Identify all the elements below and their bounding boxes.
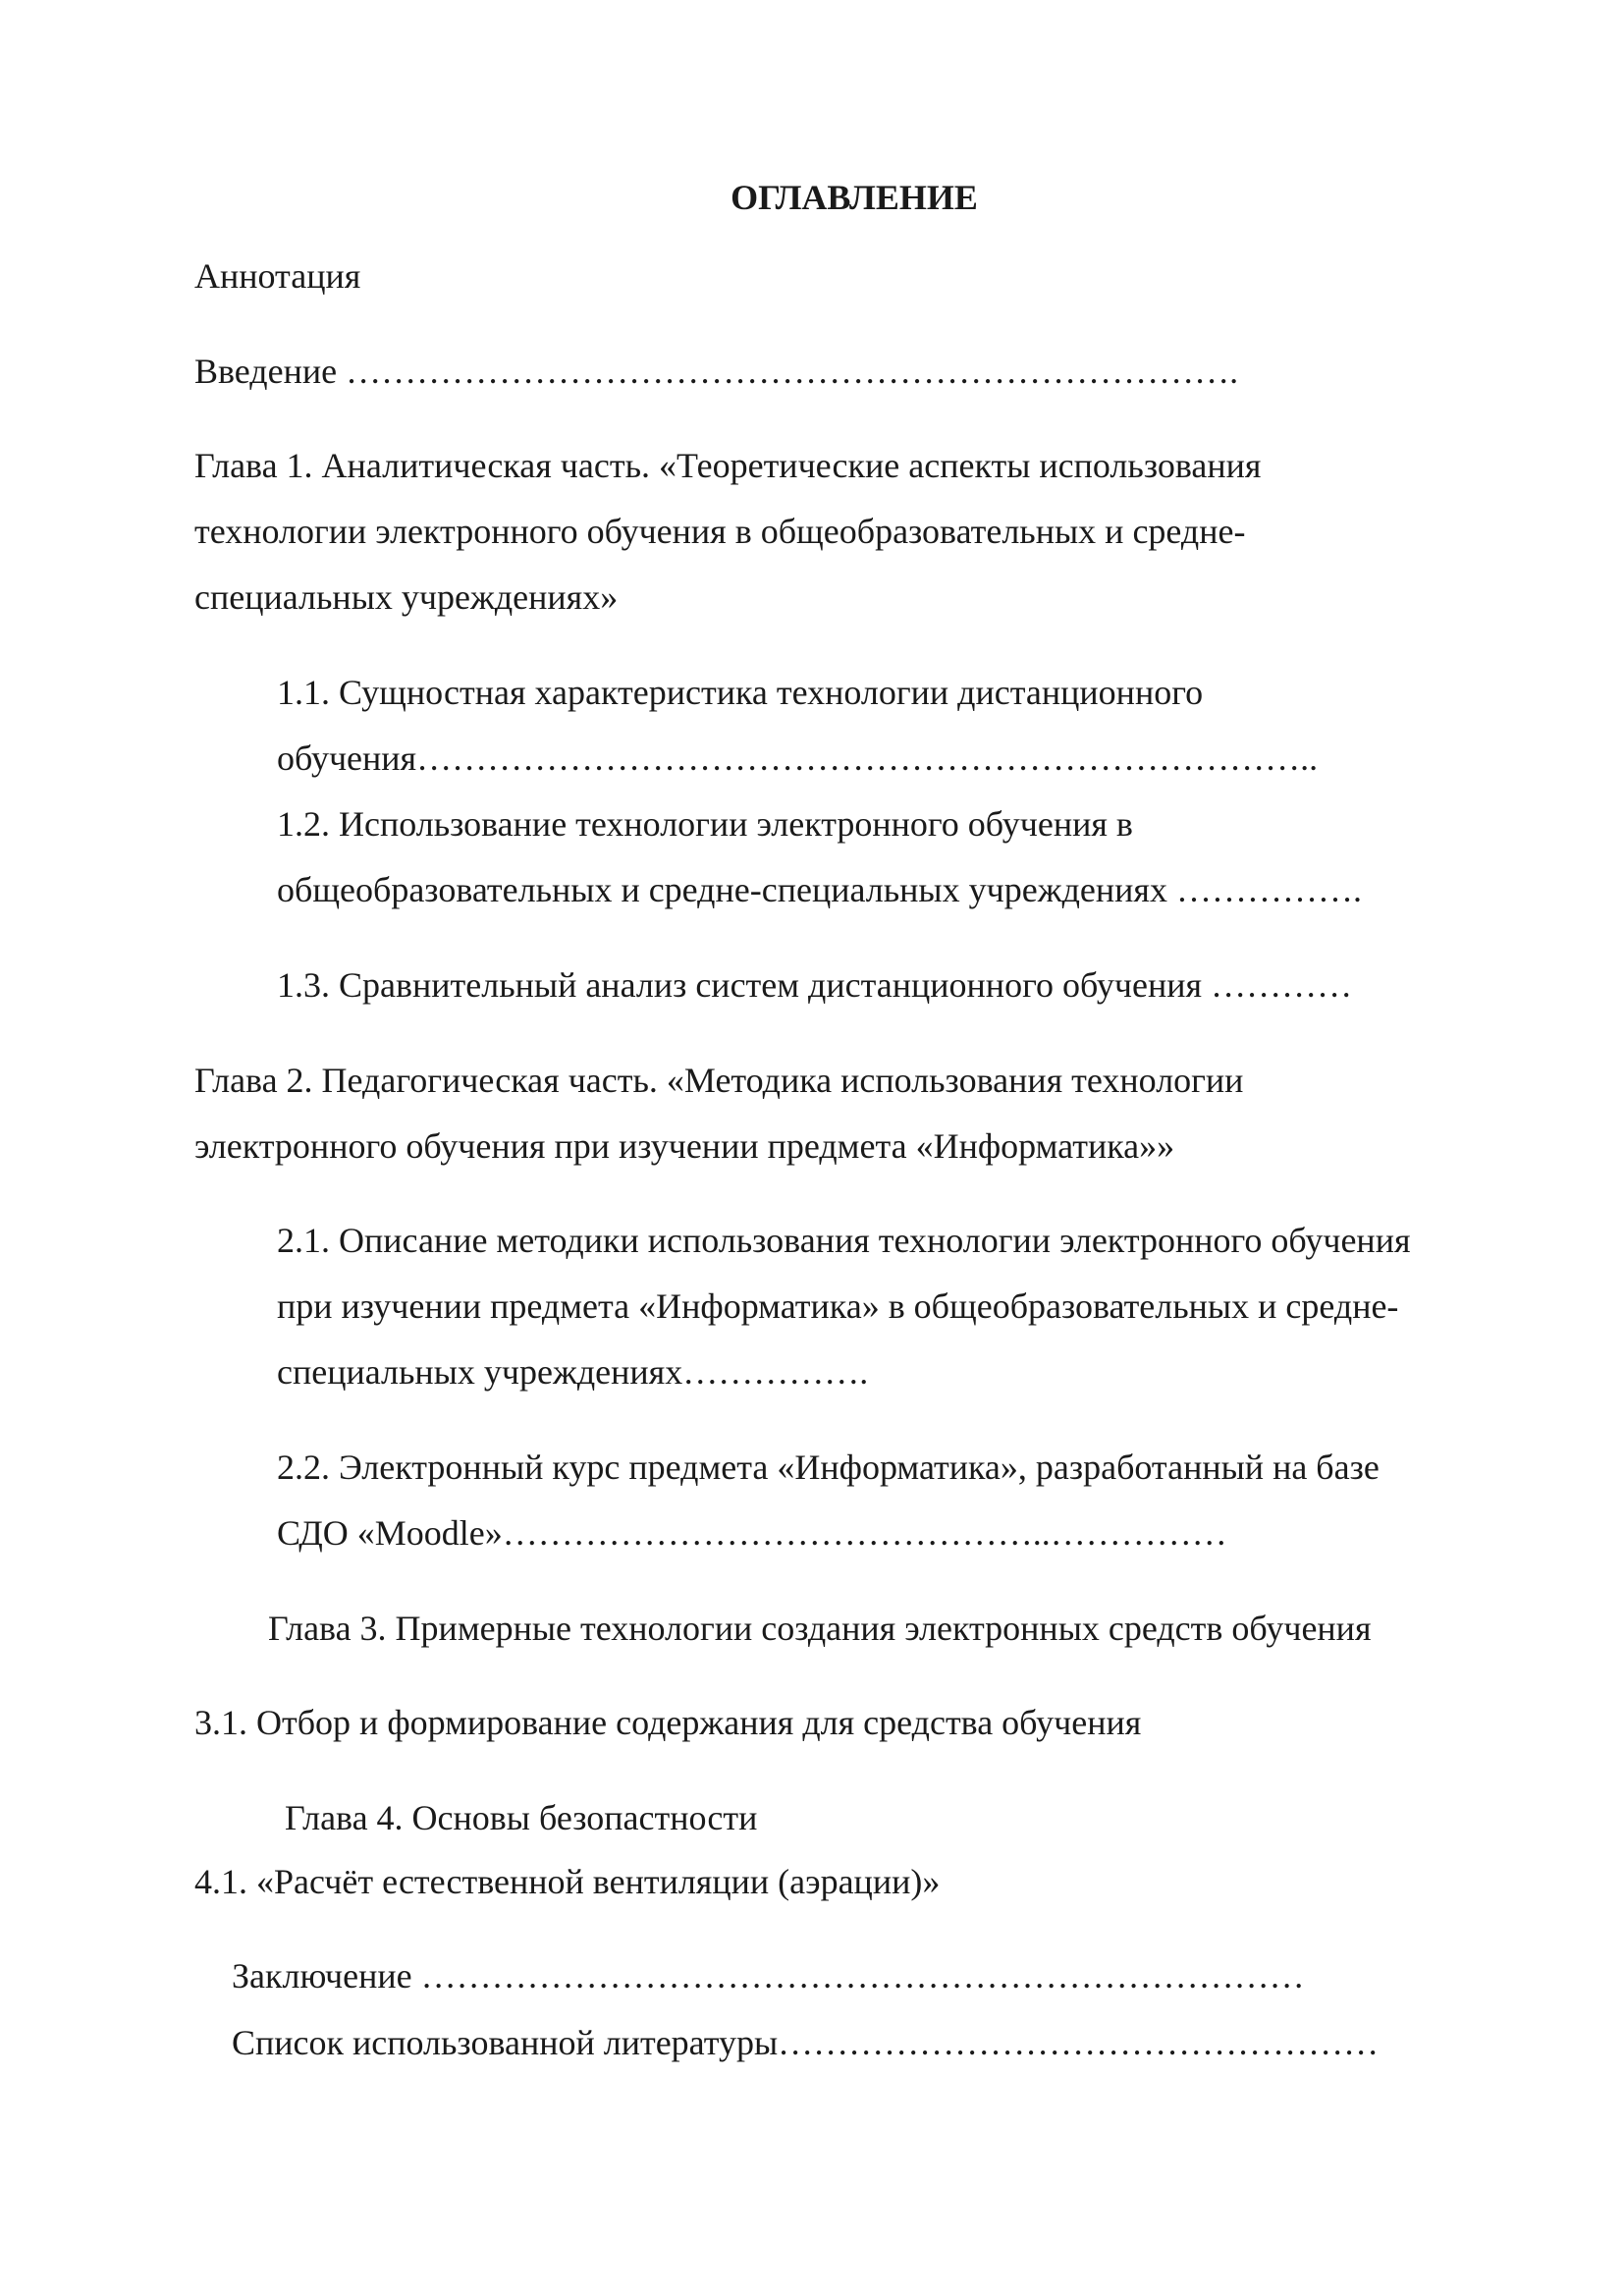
toc-section-2-2-line-2: СДО «Moodle»………………………………………..…………… <box>277 1513 1227 1553</box>
toc-section-1-3: 1.3. Сравнительный анализ систем дистанционного обучения ………… <box>277 965 1353 1005</box>
toc-section-1-1-line-2: обучения………………………………………………………………….. <box>277 738 1319 778</box>
toc-section-1-1-line-1: 1.1. Сущностная характеристика технологии дистанционного <box>277 673 1204 712</box>
toc-chapter-1-line-3: специальных учреждениях» <box>194 577 619 617</box>
toc-chapter-2-line-2: электронного обучения при изучении предмета «Информатика»» <box>194 1126 1175 1166</box>
toc-chapter-1-line-1: Глава 1. Аналитическая часть. «Теоретические аспекты использования <box>194 446 1262 485</box>
toc-section-1-2-line-1: 1.2. Использование технологии электронного обучения в <box>277 804 1133 844</box>
toc-references: Список использованной литературы…………………………………………… <box>232 2023 1380 2062</box>
toc-title: ОГЛАВЛЕНИЕ <box>731 178 978 217</box>
toc-section-1-2-line-2: общеобразовательных и средне-специальных учреждениях ……………. <box>277 870 1362 909</box>
toc-section-2-1-line-1: 2.1. Описание методики использования технологии электронного обучения <box>277 1221 1411 1260</box>
toc-section-2-1-line-2: при изучении предмета «Информатика» в общеобразовательных и средне- <box>277 1286 1399 1326</box>
toc-chapter-2-line-1: Глава 2. Педагогическая часть. «Методика использования технологии <box>194 1061 1244 1100</box>
toc-section-2-2-line-1: 2.2. Электронный курс предмета «Информатика», разработанный на базе <box>277 1448 1380 1487</box>
toc-section-2-1-line-3: специальных учреждениях……………. <box>277 1352 869 1392</box>
toc-annotation: Аннотация <box>194 256 361 296</box>
toc-introduction: Введение …………………………………………………………………. <box>194 352 1239 391</box>
toc-conclusion: Заключение ………………………………………………………………… <box>232 1956 1305 1995</box>
toc-chapter-4: Глава 4. Основы безопастности <box>285 1798 758 1837</box>
toc-chapter-3: Глава 3. Примерные технологии создания электронных средств обучения <box>268 1609 1372 1648</box>
toc-section-4-1: 4.1. «Расчёт естественной вентиляции (аэрации)» <box>194 1862 941 1901</box>
toc-section-3-1: 3.1. Отбор и формирование содержания для средства обучения <box>194 1703 1142 1742</box>
toc-chapter-1-line-2: технологии электронного обучения в общеобразовательных и средне- <box>194 512 1246 551</box>
